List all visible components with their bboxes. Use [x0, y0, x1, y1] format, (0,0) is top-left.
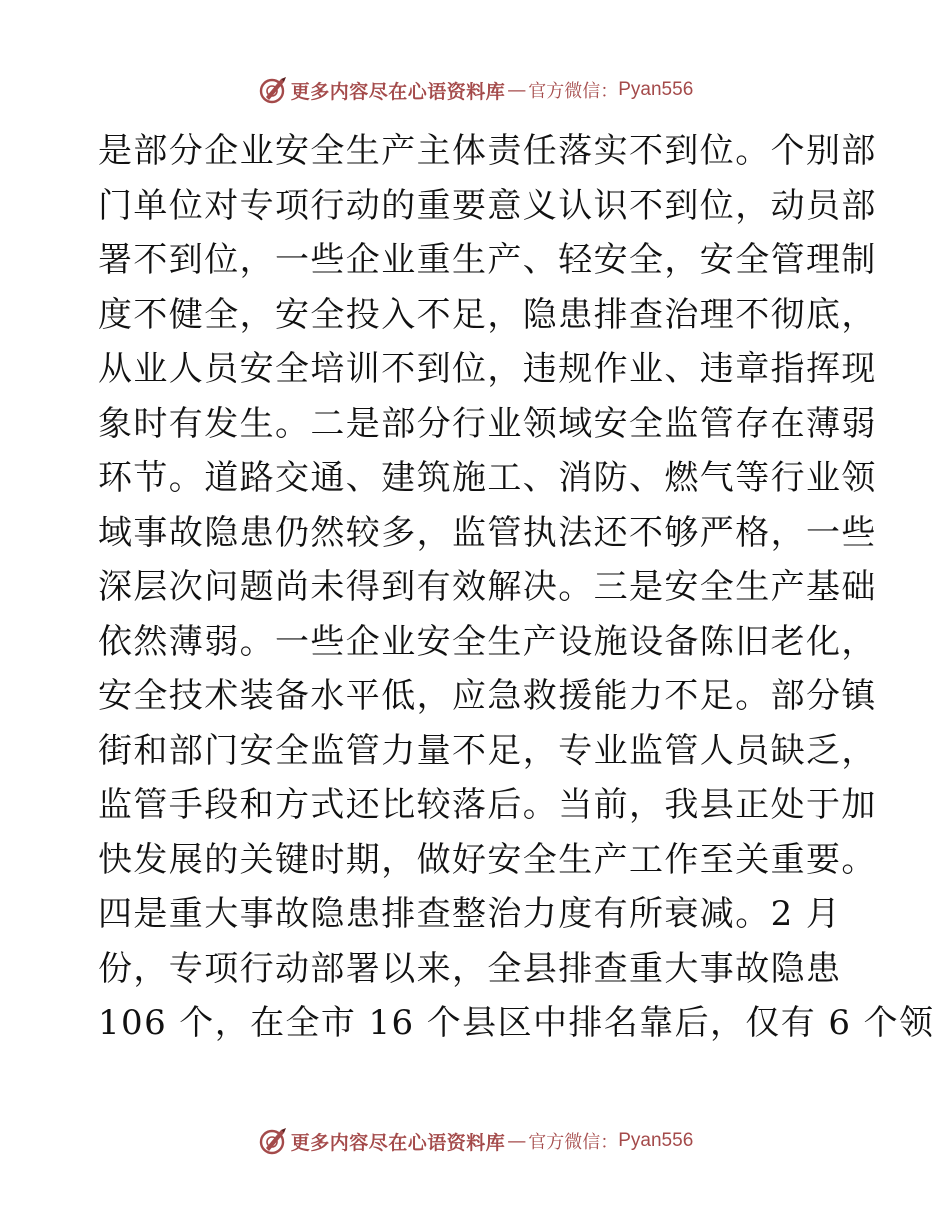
document-body [98, 124, 935, 1051]
banner-official-label: 官方微信： [528, 81, 619, 102]
banner-wechat-id: Pyan556 [618, 79, 694, 100]
banner-official-label: 官方微信： [528, 1132, 619, 1153]
text-line: 象时有发生。二是部分行业领域安全监管存在薄弱 [98, 403, 877, 444]
text-line: 监管手段和方式还比较落后。当前，我县正处于加 [98, 785, 877, 825]
banner-dash: — [507, 1130, 527, 1152]
text-line: 快发展的关键时期，做好安全生产工作至关重要。 [98, 839, 877, 880]
text-line: 街和部门安全监管力量不足，专业监管人员缺乏， [98, 730, 877, 771]
text-line: 深层次问题尚未得到有效解决。三是安全生产基础 [98, 567, 877, 607]
banner-site-text: 更多内容尽在心语资料库 [290, 1131, 506, 1154]
pen-logo-icon [257, 75, 287, 105]
text-line: 106 个，在全市 16 个县区中排名靠后，仅有 6 个领 [98, 1003, 935, 1043]
text-line: 安全技术装备水平低，应急救援能力不足。部分镇 [98, 676, 877, 716]
text-line: 域事故隐患仍然较多，监管执法还不够严格，一些 [98, 512, 877, 553]
text-line: 环节。道路交通、建筑施工、消防、燃气等行业领 [98, 458, 877, 498]
text-line: 从业人员安全培训不到位，违规作业、违章指挥现 [98, 349, 877, 389]
text-line: 度不健全，安全投入不足，隐患排查治理不彻底， [98, 294, 877, 335]
header-banner [0, 73, 950, 107]
banner-dash: — [507, 79, 527, 101]
footer-banner [0, 1124, 950, 1158]
text-line: 署不到位，一些企业重生产、轻安全，安全管理制 [98, 240, 877, 280]
text-line: 四是重大事故隐患排查整治力度有所衰减。2 月 [98, 894, 842, 934]
banner-site-text: 更多内容尽在心语资料库 [290, 80, 506, 103]
text-line: 是部分企业安全生产主体责任落实不到位。个别部 [98, 131, 877, 171]
pen-logo-icon [257, 1126, 287, 1156]
banner-wechat-id: Pyan556 [618, 1130, 694, 1151]
text-line: 份，专项行动部署以来，全县排查重大事故隐患 [98, 948, 842, 989]
text-line: 门单位对专项行动的重要意义认识不到位，动员部 [98, 185, 877, 226]
text-line: 依然薄弱。一些企业安全生产设施设备陈旧老化， [98, 621, 877, 662]
